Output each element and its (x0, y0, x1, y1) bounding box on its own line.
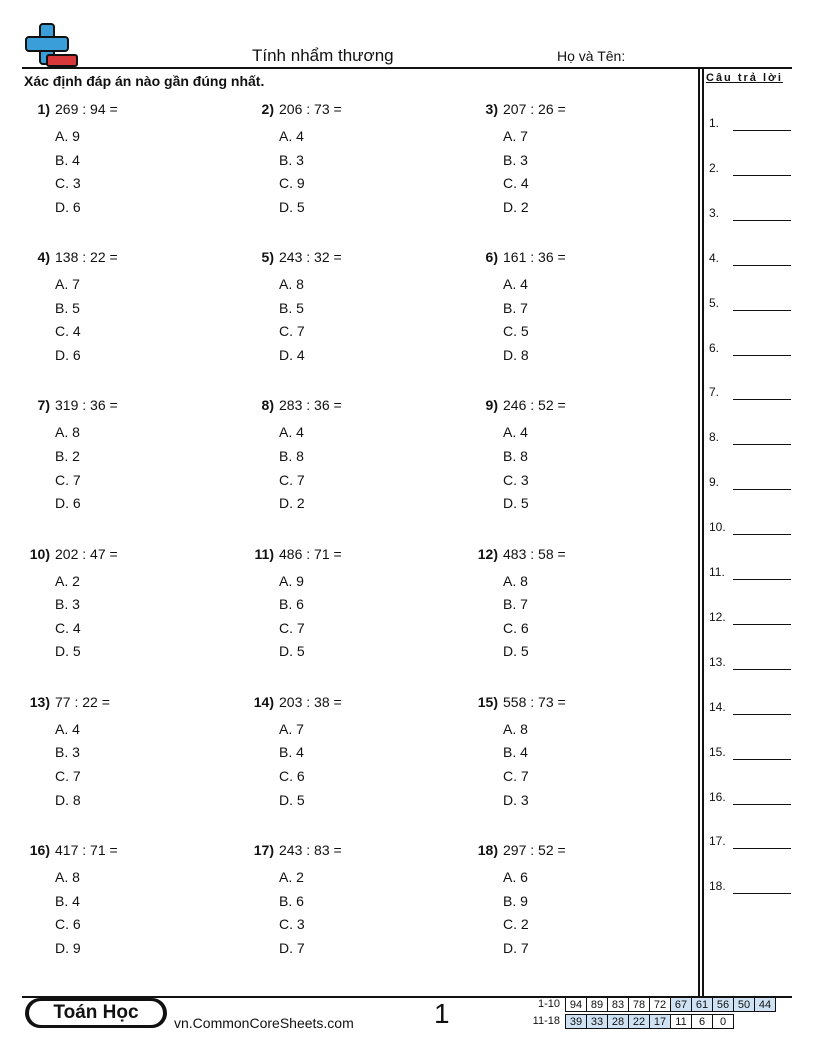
answer-choice: D. 5 (279, 643, 305, 660)
problem-expression: 417 : 71 = (55, 842, 118, 858)
answer-choice: C. 7 (503, 767, 529, 784)
problem-expression: 297 : 52 = (503, 842, 566, 858)
answer-choice: B. 4 (279, 744, 304, 761)
problem-number: 15) (477, 693, 498, 710)
problem-number: 1) (37, 101, 50, 117)
answer-choice: A. 4 (279, 128, 304, 144)
answer-blank[interactable] (733, 848, 791, 849)
problem-expression: 202 : 47 = (55, 545, 118, 562)
answer-choice: A. 6 (503, 869, 528, 885)
answer-key-cell: 94 (566, 998, 587, 1012)
problem-expression: 207 : 26 = (503, 101, 566, 117)
header-divider (22, 67, 792, 69)
answer-key-cell: 44 (755, 998, 776, 1012)
answer-choice: B. 8 (503, 447, 528, 464)
answer-choice: A. 2 (55, 572, 80, 589)
problem-number: 12) (477, 545, 498, 562)
answer-key-cell: 50 (734, 998, 755, 1012)
answer-choice: C. 4 (503, 175, 529, 192)
answer-number: 16. (709, 789, 726, 804)
answer-column-border (698, 67, 700, 997)
problem-number: 14) (253, 693, 274, 710)
answer-number: 17. (709, 834, 726, 849)
problem-expression: 558 : 73 = (503, 693, 566, 710)
answer-number: 18. (709, 879, 726, 894)
answer-choice: C. 6 (55, 916, 81, 933)
brand-badge (25, 998, 167, 1028)
answer-key-cell: 22 (629, 1015, 650, 1029)
problem-expression: 486 : 71 = (279, 545, 342, 562)
answer-blank[interactable] (733, 220, 791, 221)
answer-choice: B. 6 (279, 596, 304, 613)
answer-number: 4. (709, 250, 720, 265)
answer-blank[interactable] (733, 759, 791, 760)
answer-number: 8. (709, 430, 720, 445)
answer-choice: A. 7 (55, 276, 80, 293)
answer-choice: B. 4 (503, 744, 528, 761)
answer-choice: D. 4 (279, 346, 305, 363)
answer-key-label: 1-10 (537, 998, 560, 1010)
answer-choice: B. 3 (55, 596, 80, 613)
problem-number: 5) (261, 249, 274, 266)
answer-key-cell: 11 (671, 1015, 692, 1029)
answer-choice: D. 7 (279, 939, 305, 956)
answer-choice: B. 6 (279, 892, 304, 909)
answer-choice: D. 5 (55, 643, 81, 660)
answer-number: 6. (709, 340, 720, 355)
problem-number: 17) (253, 842, 274, 858)
problem-expression: 138 : 22 = (55, 249, 118, 266)
problem-expression: 203 : 38 = (279, 693, 342, 710)
answer-choice: B. 4 (55, 892, 80, 909)
answer-key-cell: 39 (566, 1015, 587, 1029)
problem-number: 13) (29, 693, 50, 710)
answer-column-border (702, 67, 704, 997)
answer-choice: B. 2 (55, 447, 80, 464)
answer-choice: B. 9 (503, 892, 528, 909)
answer-choice: C. 7 (279, 471, 305, 488)
answer-blank[interactable] (733, 624, 791, 625)
problem-number: 16) (29, 842, 50, 858)
answer-choice: B. 3 (503, 151, 528, 168)
answer-blank[interactable] (733, 175, 791, 176)
answer-choice: D. 9 (55, 939, 81, 956)
answer-choice: C. 7 (279, 323, 305, 340)
answer-choice: A. 8 (503, 720, 528, 737)
answer-number: 15. (709, 744, 726, 759)
answer-key-cell: 56 (713, 998, 734, 1012)
answer-choice: D. 2 (279, 495, 305, 512)
problem-number: 7) (37, 397, 50, 414)
answer-choice: A. 2 (279, 869, 304, 885)
answer-choice: B. 5 (55, 299, 80, 316)
problem-number: 6) (485, 249, 498, 266)
answer-choice: D. 3 (503, 791, 529, 808)
problem-expression: 269 : 94 = (55, 101, 118, 117)
answer-key-cell: 6 (692, 1015, 713, 1029)
answer-choice: A. 9 (55, 128, 80, 144)
site-url: vn.CommonCoreSheets.com (174, 1015, 354, 1031)
problem-number: 8) (261, 397, 274, 414)
answer-choice: C. 2 (503, 916, 529, 933)
problem-expression: 77 : 22 = (55, 693, 110, 710)
answer-key-label: 11-18 (532, 1015, 560, 1027)
worksheet-title: Tính nhẩm thương (252, 46, 394, 65)
problem-expression: 319 : 36 = (55, 397, 118, 414)
answer-choice: A. 4 (503, 276, 528, 293)
answer-choice: A. 4 (279, 424, 304, 441)
answer-blank[interactable] (733, 399, 791, 400)
answer-choice: B. 7 (503, 596, 528, 613)
answer-choice: C. 9 (279, 175, 305, 192)
answer-blank[interactable] (733, 669, 791, 670)
answer-choice: D. 5 (503, 643, 529, 660)
answer-choice: C. 7 (55, 471, 81, 488)
problem-expression: 243 : 32 = (279, 249, 342, 266)
answer-choice: C. 7 (279, 619, 305, 636)
answer-choice: D. 5 (503, 495, 529, 512)
problem-expression: 483 : 58 = (503, 545, 566, 562)
answer-choice: D. 6 (55, 346, 81, 363)
answer-blank[interactable] (733, 489, 791, 490)
answer-number: 11. (709, 565, 725, 579)
answer-number: 12. (709, 609, 726, 624)
answer-choice: D. 5 (279, 791, 305, 808)
answer-blank[interactable] (733, 265, 791, 266)
problem-number: 3) (485, 101, 498, 117)
answer-choice: A. 8 (279, 276, 304, 293)
answer-blank[interactable] (733, 804, 791, 805)
answer-key-row (565, 997, 776, 1012)
answer-choice: C. 7 (55, 767, 81, 784)
answer-choice: C. 6 (503, 619, 529, 636)
answer-choice: C. 5 (503, 323, 529, 340)
answer-choice: B. 5 (279, 299, 304, 316)
answer-choice: A. 9 (279, 572, 304, 589)
instructions: Xác định đáp án nào gần đúng nhất. (24, 73, 265, 89)
brand-label: Toán Học (29, 1001, 163, 1025)
answer-choice: A. 4 (503, 424, 528, 441)
problem-number: 11) (254, 545, 274, 562)
problem-number: 2) (261, 101, 274, 117)
answer-key-cell: 33 (587, 1015, 608, 1029)
answer-key-cell: 0 (713, 1015, 734, 1029)
answer-choice: B. 3 (279, 151, 304, 168)
plus-minus-logo-icon (24, 22, 80, 68)
answer-key-cell: 72 (650, 998, 671, 1012)
answer-key-cell: 61 (692, 998, 713, 1012)
answer-number: 3. (709, 205, 720, 220)
answer-blank[interactable] (733, 355, 791, 356)
answer-blank[interactable] (733, 893, 791, 894)
answer-number: 14. (709, 699, 726, 714)
answer-choice: B. 8 (279, 447, 304, 464)
answer-key-cell: 67 (671, 998, 692, 1012)
answer-number: 2. (709, 160, 720, 175)
answer-number: 9. (709, 475, 720, 490)
answer-choice: C. 4 (55, 323, 81, 340)
answer-number: 5. (709, 295, 720, 310)
answer-column-header: Câu trả lời (706, 72, 783, 84)
answer-number: 1. (709, 116, 720, 130)
problem-expression: 243 : 83 = (279, 842, 342, 858)
answer-choice: D. 8 (503, 346, 529, 363)
problem-expression: 161 : 36 = (503, 249, 566, 266)
problem-number: 9) (485, 397, 498, 414)
problem-number: 18) (477, 842, 498, 858)
answer-choice: D. 6 (55, 495, 81, 512)
answer-blank[interactable] (733, 130, 791, 131)
problem-number: 10) (29, 545, 50, 562)
answer-choice: B. 7 (503, 299, 528, 316)
answer-blank[interactable] (733, 579, 791, 580)
answer-number: 13. (709, 654, 726, 669)
answer-key-cell: 83 (608, 998, 629, 1012)
answer-key-row (565, 1014, 734, 1029)
answer-choice: A. 4 (55, 720, 80, 737)
answer-choice: C. 3 (279, 916, 305, 933)
answer-key-cell: 28 (608, 1015, 629, 1029)
answer-choice: A. 8 (503, 572, 528, 589)
answer-choice: D. 6 (55, 198, 81, 215)
page-number: 1 (434, 998, 450, 1029)
answer-key-cell: 78 (629, 998, 650, 1012)
answer-choice: A. 8 (55, 869, 80, 885)
answer-choice: B. 4 (55, 151, 80, 168)
answer-number: 10. (709, 520, 726, 535)
answer-choice: B. 3 (55, 744, 80, 761)
answer-blank[interactable] (733, 714, 791, 715)
answer-choice: D. 7 (503, 939, 529, 956)
answer-choice: D. 5 (279, 198, 305, 215)
problem-expression: 246 : 52 = (503, 397, 566, 414)
problem-expression: 206 : 73 = (279, 101, 342, 117)
answer-choice: C. 4 (55, 619, 81, 636)
answer-choice: A. 8 (55, 424, 80, 441)
answer-choice: D. 2 (503, 198, 529, 215)
problem-expression: 283 : 36 = (279, 397, 342, 414)
answer-choice: A. 7 (503, 128, 528, 144)
answer-choice: A. 7 (279, 720, 304, 737)
answer-key-cell: 17 (650, 1015, 671, 1029)
answer-blank[interactable] (733, 310, 791, 311)
answer-number: 7. (709, 385, 720, 400)
name-label: Họ và Tên: (557, 48, 626, 64)
problem-number: 4) (37, 249, 50, 266)
answer-choice: C. 6 (279, 767, 305, 784)
answer-choice: D. 8 (55, 791, 81, 808)
answer-choice: C. 3 (55, 175, 81, 192)
answer-choice: C. 3 (503, 471, 529, 488)
answer-key-cell: 89 (587, 998, 608, 1012)
answer-blank[interactable] (733, 444, 791, 445)
answer-blank[interactable] (733, 534, 791, 535)
